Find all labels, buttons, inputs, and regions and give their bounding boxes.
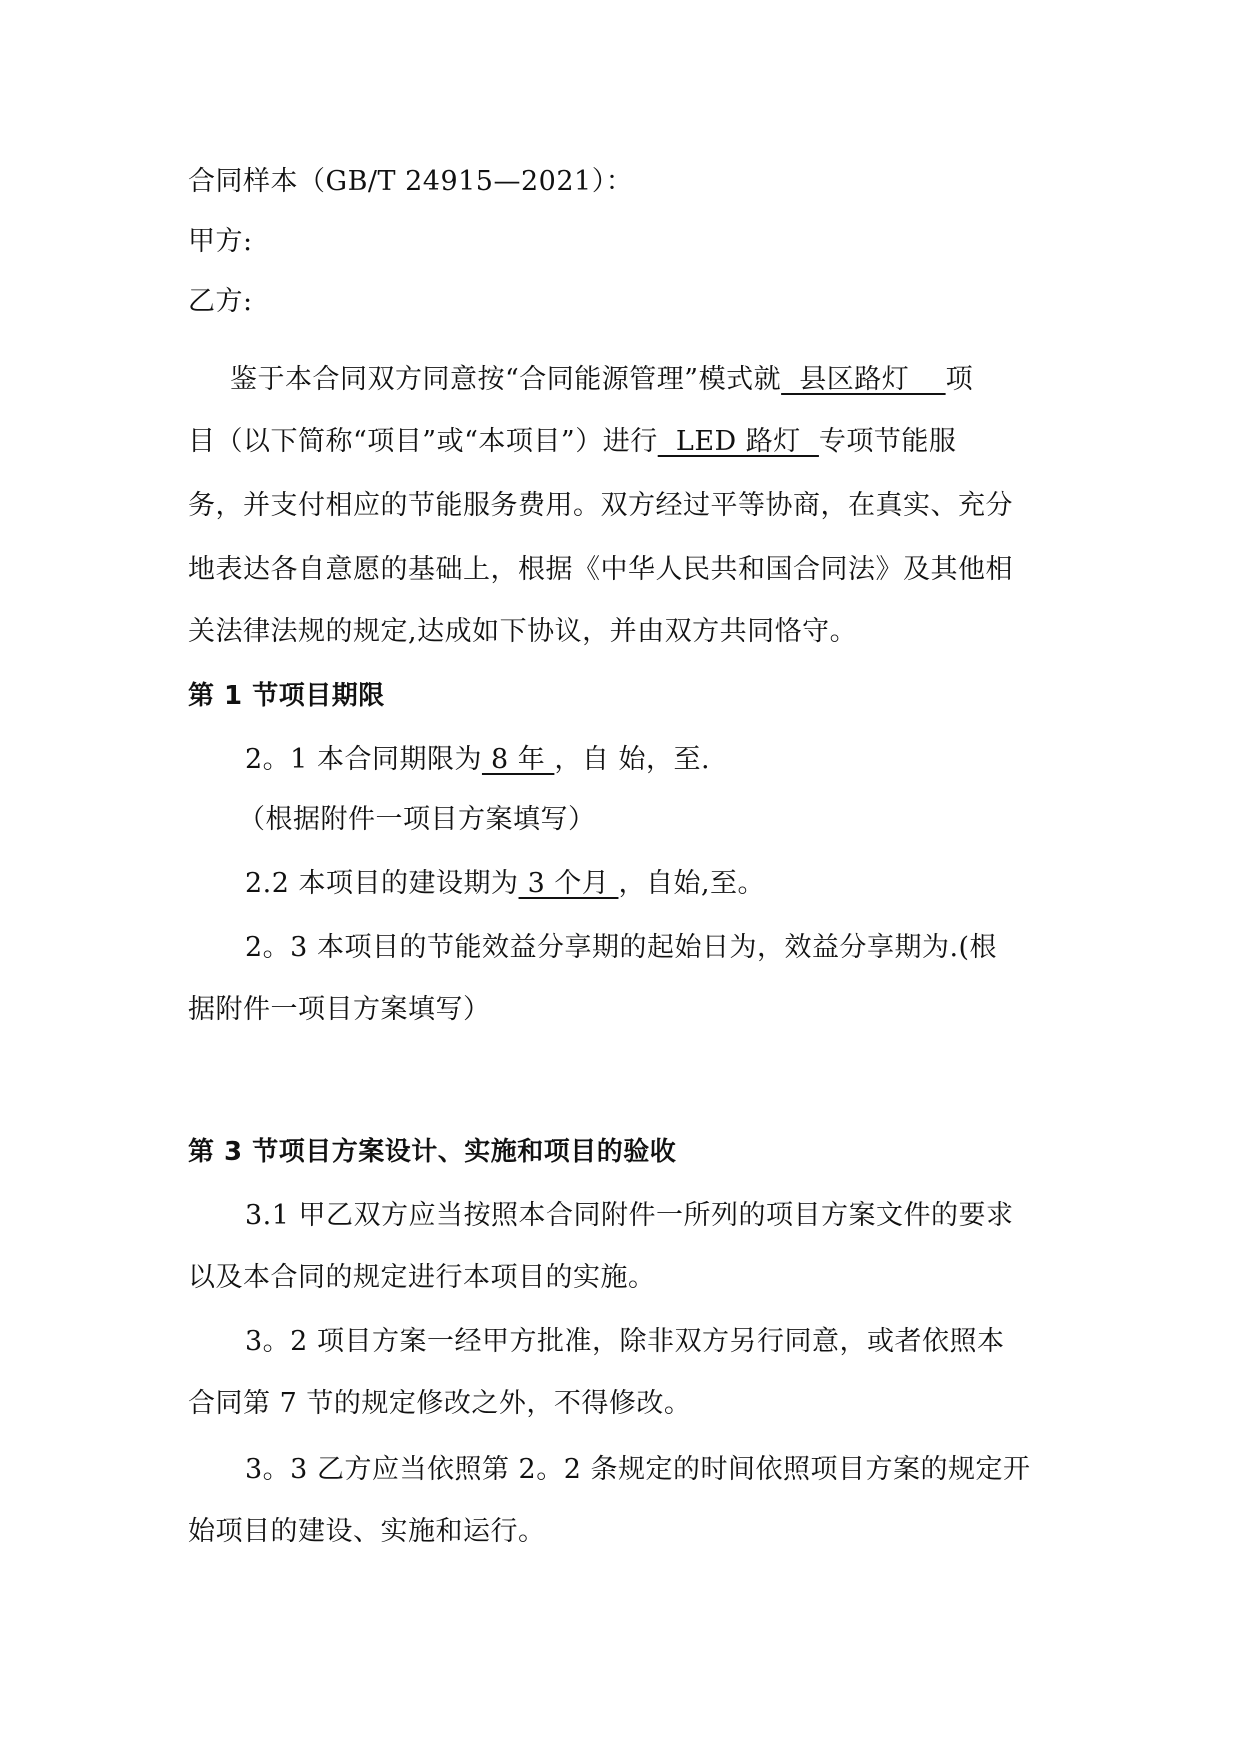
clause-text: ，自始,至。 [618, 868, 766, 899]
clause-3-2-line-1: 3。2 项目方案一经甲方批准，除非双方另行同意，或者依照本 [245, 1326, 1005, 1357]
service-type-field: LED 路灯 [657, 426, 819, 457]
clause-2-1-note: （根据附件一项目方案填写） [238, 804, 596, 835]
clause-3-3-line-2: 始项目的建设、实施和运行。 [188, 1516, 546, 1547]
preamble-text: 项 [945, 364, 974, 395]
preamble-line-5: 关法律法规的规定,达成如下协议，并由双方共同恪守。 [188, 616, 858, 647]
preamble-text: 鉴于本合同双方同意按“合同能源管理”模式就 [230, 364, 782, 395]
preamble-line-4: 地表达各自意愿的基础上，根据《中华人民共和国合同法》及其他相 [188, 554, 1013, 585]
clause-3-2-line-2: 合同第 7 节的规定修改之外，不得修改。 [188, 1388, 692, 1419]
sample-title: 合同样本（GB/T 24915—2021）： [188, 166, 634, 197]
preamble-line-3: 务，并支付相应的节能服务费用。双方经过平等协商，在真实、充分 [188, 490, 1013, 521]
clause-2-1 [245, 740, 710, 780]
clause-3-3-line-1: 3。3 乙方应当依照第 2。2 条规定的时间依照项目方案的规定开 [245, 1454, 1031, 1485]
party-a-label: 甲方: [188, 226, 253, 257]
clause-text: ，自 始，至. [554, 744, 711, 775]
clause-3-1-line-2: 以及本合同的规定进行本项目的实施。 [188, 1262, 656, 1293]
clause-text: 2.2 本项目的建设期为 [245, 868, 519, 899]
clause-2-2 [245, 864, 765, 904]
party-b-label: 乙方: [188, 286, 253, 317]
contract-term-field: 8 年 [481, 744, 555, 775]
clause-2-3-line-1: 2。3 本项目的节能效益分享期的起始日为，效益分享期为.(根 [245, 932, 998, 963]
preamble-text: 目（以下简称“项目”或“本项目”）进行 [188, 426, 658, 457]
preamble-line-2 [188, 422, 956, 462]
section-1-heading: 第 1 节项目期限 [188, 681, 385, 711]
project-name-field: 县区路灯 [781, 364, 946, 395]
clause-2-3-line-2: 据附件一项目方案填写） [188, 994, 491, 1025]
section-3-heading: 第 3 节项目方案设计、实施和项目的验收 [188, 1137, 677, 1167]
preamble-line-1 [230, 360, 973, 400]
clause-3-1-line-1: 3.1 甲乙双方应当按照本合同附件一所列的项目方案文件的要求 [245, 1200, 1014, 1231]
construction-period-field: 3 个月 [518, 868, 619, 899]
preamble-text: 专项节能服 [818, 426, 957, 457]
clause-text: 2。1 本合同期限为 [245, 744, 482, 775]
